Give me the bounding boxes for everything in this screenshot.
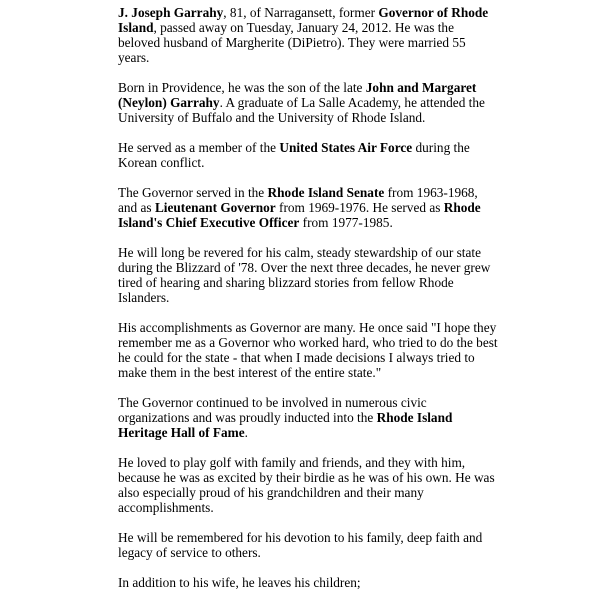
text-segment: He will long be revered for his calm, steady stewardship of our state during the Blizzard of '78. Over the next three decades, he never grew tired of hearing and sharing blizzard stories from fellow Rhode Islanders. [118, 245, 491, 305]
obituary-document [118, 5, 498, 605]
paragraph-accomplishments [118, 320, 498, 380]
paragraph-legacy [118, 530, 498, 560]
lt-governor-emphasis: Lieutenant Governor [154, 200, 276, 215]
paragraph-civic [118, 395, 498, 440]
text-segment: from 1963-1968, and as [118, 185, 478, 215]
title-emphasis: Governor of Rhode Island [118, 5, 489, 35]
paragraph-blizzard [118, 245, 498, 305]
paragraph-intro [118, 5, 498, 65]
text-segment: . A graduate of La Salle Academy, he attended the University of Buffalo and the University of Rhode Island. [118, 95, 485, 125]
air-force-emphasis: United States Air Force [279, 140, 413, 155]
text-segment: . [244, 425, 248, 440]
text-segment: from 1969-1976. He served as [275, 200, 444, 215]
paragraph-early-life [118, 80, 498, 125]
hall-of-fame-emphasis: Rhode Island Heritage Hall of Fame [118, 410, 453, 440]
text-segment: In addition to his wife, he leaves his children; [118, 575, 361, 590]
text-segment: He served as a member of the [118, 140, 280, 155]
text-segment: , 81, of Narragansett, former [223, 5, 379, 20]
paragraph-career [118, 185, 498, 230]
text-segment: The Governor continued to be involved in numerous civic organizations and was proudly inducted into the [118, 395, 427, 425]
text-segment: The Governor served in the [118, 185, 268, 200]
text-segment: , passed away on Tuesday, January 24, 2012. He was the beloved husband of Margherite (DiPietro). They were married 55 years. [118, 20, 466, 65]
ceo-emphasis: Rhode Island's Chief Executive Officer [118, 200, 481, 230]
parents-emphasis: John and Margaret (Neylon) Garrahy [118, 80, 477, 110]
text-segment: His accomplishments as Governor are many. He once said "I hope they remember me as a Governor who worked hard, who tried to do the best he could for the state - that when I made decisions I always tried to make them in the best interest of the entire state." [118, 320, 498, 380]
paragraph-golf [118, 455, 498, 515]
paragraph-military [118, 140, 498, 170]
text-segment: He loved to play golf with family and friends, and they with him, because he was as excited by their birdie as he was of his own. He was also especially proud of his grandchildren and their many accomplishments. [118, 455, 495, 515]
text-segment: He will be remembered for his devotion to his family, deep faith and legacy of service to others. [118, 530, 483, 560]
text-segment: from 1977-1985. [299, 215, 393, 230]
name-emphasis: J. Joseph Garrahy [118, 5, 224, 20]
text-segment: during the Korean conflict. [118, 140, 470, 170]
paragraph-survivors [118, 575, 498, 590]
text-segment: Born in Providence, he was the son of the late [118, 80, 366, 95]
senate-emphasis: Rhode Island Senate [267, 185, 385, 200]
